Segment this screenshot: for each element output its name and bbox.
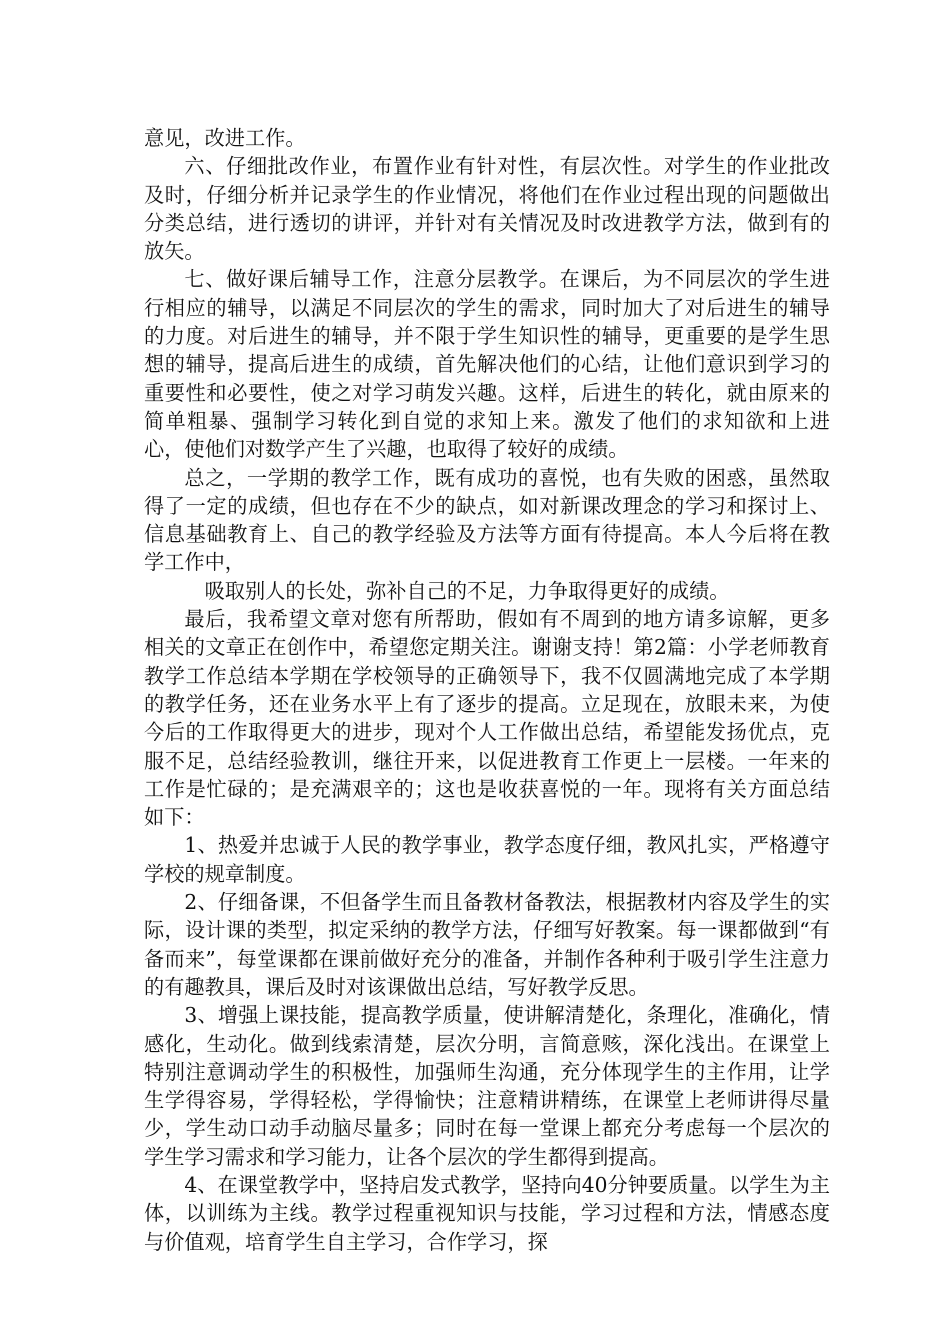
- paragraph-item-3: 3、增强上课技能，提高教学质量，使讲解清楚化，条理化，准确化，情感化，生动化。做到线索清楚，层次分明，言简意赅，深化浅出。在课堂上特别注意调动学生的积极性，加强师生沟通，充分体现学生的主作用，让学生学得容易，学得轻松，学得愉快；注意精讲精练，在课堂上老师讲得尽量少，学生动口动手动脑尽量多；同时在每一堂课上都充分考虑每一个层次的学生学习需求和学习能力，让各个层次的学生都得到提高。: [144, 1003, 830, 1169]
- paragraph-continuation: 意见，改进工作。: [144, 126, 306, 150]
- paragraph-item-2: 2、仔细备课，不但备学生而且备教材备教法，根据教材内容及学生的实际，设计课的类型，拟定采纳的教学方法，仔细写好教案。每一课都做到“有备而来”，每堂课都在课前做好充分的准备，并制作各种利于吸引学生注意力的有趣教具，课后及时对该课做出总结，写好教学反思。: [144, 890, 830, 999]
- paragraph-item-1: 1、热爱并忠诚于人民的教学事业，教学态度仔细，教风扎实，严格遵守学校的规章制度。: [144, 833, 830, 886]
- paragraph-section-6: 六、仔细批改作业，布置作业有针对性，有层次性。对学生的作业批改及时，仔细分析并记录学生的作业情况，将他们在作业过程出现的问题做出分类总结，进行透切的讲评，并针对有关情况及时改进教学方法，做到有的放矢。: [144, 154, 830, 264]
- paragraph-goal: 吸取别人的长处，弥补自己的不足，力争取得更好的成绩。: [204, 578, 730, 603]
- paragraph-closing-and-part-2: 最后，我希望文章对您有所帮助，假如有不周到的地方请多谅解，更多相关的文章正在创作中，希望您定期关注。谢谢支持！第2篇：小学老师教育教学工作总结本学期在学校领导的正确领导下，我不仅圆满地完成了本学期的教学任务，还在业务水平上有了逐步的提高。立足现在，放眼未来，为使今后的工作取得更大的进步，现对个人工作做出总结，希望能发扬优点，克服不足，总结经验教训，继往开来，以促进教育工作更上一层楼。一年来的工作是忙碌的；是充满艰辛的；这也是收获喜悦的一年。现将有关方面总结如下：: [144, 607, 830, 830]
- document-page: [144, 124, 830, 1256]
- paragraph-section-7: 七、做好课后辅导工作，注意分层教学。在课后，为不同层次的学生进行相应的辅导，以满足不同层次的学生的需求，同时加大了对后进生的辅导的力度。对后进生的辅导，并不限于学生知识性的辅导，更重要的是学生思想的辅导，提高后进生的成绩，首先解决他们的心结，让他们意识到学习的重要性和必要性，使之对学习萌发兴趣。这样，后进生的转化，就由原来的简单粗暴、强制学习转化到自觉的求知上来。激发了他们的求知欲和上进心，使他们对数学产生了兴趣，也取得了较好的成绩。: [144, 267, 830, 462]
- paragraph-summary: 总之，一学期的教学工作，既有成功的喜悦，也有失败的困惑，虽然取得了一定的成绩，但也存在不少的缺点，如对新课改理念的学习和探讨上、信息基础教育上、自己的教学经验及方法等方面有待提高。本人今后将在教学工作中，: [144, 465, 830, 575]
- paragraph-item-4: 4、在课堂教学中，坚持启发式教学，坚持向40分钟要质量。以学生为主体，以训练为主线。教学过程重视知识与技能，学习过程和方法，情感态度与价值观，培育学生自主学习，合作学习，探: [144, 1172, 830, 1254]
